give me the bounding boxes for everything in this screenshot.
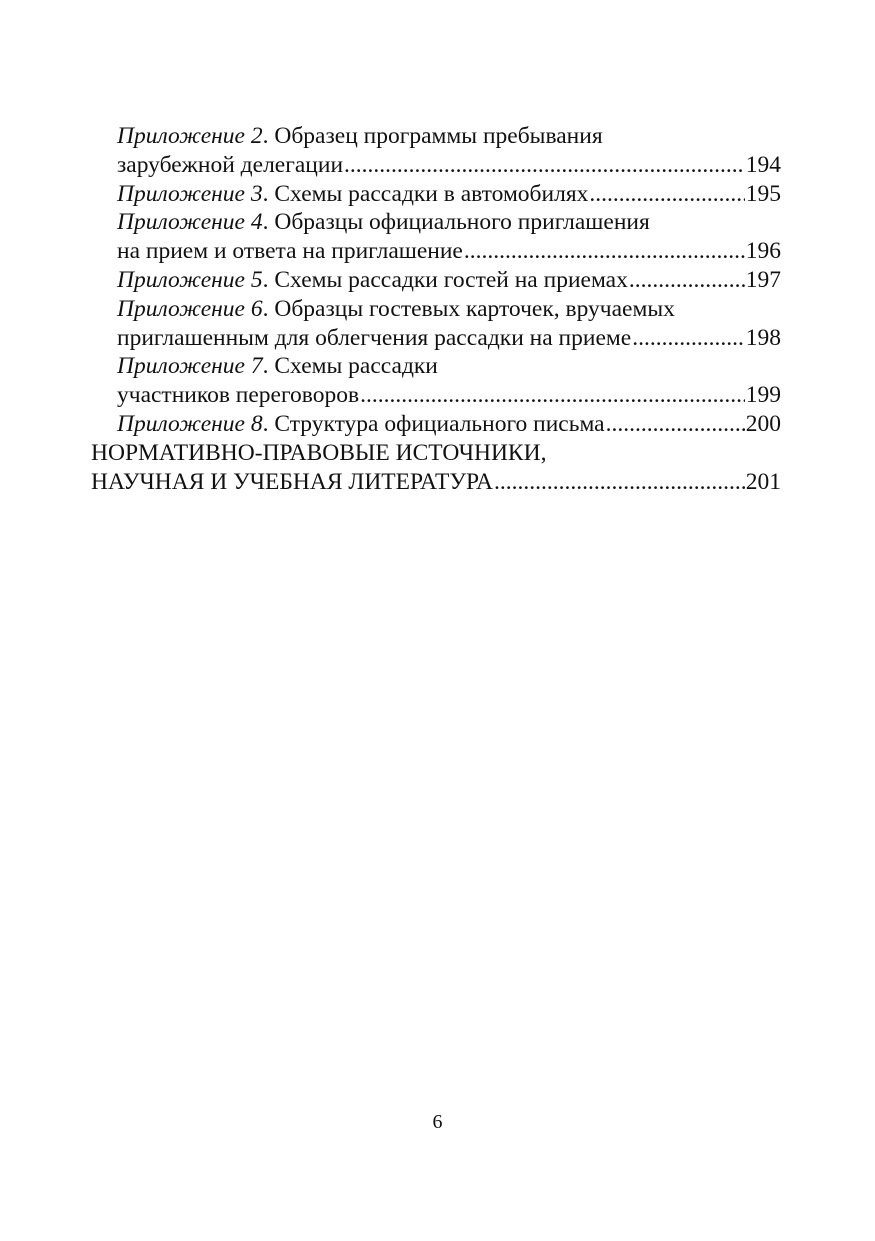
toc-entry-line	[91, 180, 781, 209]
toc-entry-page: 200	[745, 410, 781, 437]
toc-entry-line	[91, 410, 781, 439]
page-number: 6	[432, 1111, 443, 1133]
dot-leader	[494, 468, 745, 497]
table-of-contents	[91, 122, 781, 496]
toc-entry-appendix-2[interactable]	[91, 122, 781, 180]
toc-entry-title: . Структура официального письма	[262, 410, 605, 437]
toc-entry-label: Приложение 4	[117, 209, 263, 236]
toc-entry-page: 201	[745, 468, 781, 495]
toc-entry-label: Приложение 5	[117, 266, 263, 293]
toc-entry-appendix-7[interactable]	[91, 352, 781, 410]
toc-entry-label: Приложение 8	[117, 410, 263, 437]
toc-entry-appendix-5[interactable]	[91, 266, 781, 295]
dot-leader	[629, 266, 745, 295]
toc-entry-literature[interactable]	[91, 439, 781, 497]
toc-entry-label: Приложение 3	[117, 180, 263, 207]
dot-leader	[632, 324, 745, 353]
toc-entry-page: 199	[745, 382, 781, 409]
toc-entry-appendix-8[interactable]	[91, 410, 781, 439]
dot-leader	[464, 237, 745, 266]
toc-entry-line	[91, 468, 781, 497]
toc-entry-appendix-4[interactable]	[91, 208, 781, 266]
toc-entry-title: . Схемы рассадки в автомобилях	[262, 180, 589, 207]
toc-section-title: НОРМАТИВНО-ПРАВОВЫЕ ИСТОЧНИКИ,	[91, 439, 547, 466]
toc-entry-appendix-3[interactable]	[91, 180, 781, 209]
toc-entry-title-continuation: приглашенным для облегчения рассадки на приеме	[117, 324, 632, 351]
toc-entry-page: 198	[745, 324, 781, 351]
toc-entry-appendix-6[interactable]	[91, 295, 781, 353]
toc-entry-page: 197	[745, 266, 781, 293]
toc-entry-line	[91, 208, 781, 237]
toc-entry-title: . Образцы гостевых карточек, вручаемых	[262, 295, 675, 322]
toc-entry-line	[91, 324, 781, 353]
toc-entry-line	[91, 122, 781, 151]
toc-entry-line	[91, 295, 781, 324]
toc-entry-title: . Образцы официального приглашения	[262, 209, 650, 236]
toc-entry-page: 194	[745, 151, 781, 178]
toc-entry-line	[91, 439, 781, 468]
toc-entry-line	[91, 237, 781, 266]
toc-entry-title: . Схемы рассадки гостей на приемах	[262, 266, 628, 293]
toc-entry-title-continuation: на прием и ответа на приглашение	[117, 238, 463, 265]
toc-entry-line	[91, 381, 781, 410]
toc-entry-label: Приложение 6	[117, 295, 263, 322]
dot-leader	[360, 381, 745, 410]
toc-entry-page: 195	[745, 180, 781, 207]
dot-leader	[606, 410, 745, 439]
toc-entry-title-continuation: участников переговоров	[117, 382, 360, 409]
toc-entry-label: Приложение 2	[117, 123, 263, 149]
toc-entry-line	[91, 352, 781, 381]
toc-section-title-continuation: НАУЧНАЯ И УЧЕБНАЯ ЛИТЕРАТУРА	[91, 468, 493, 495]
toc-entry-line	[91, 266, 781, 295]
toc-entry-page: 196	[745, 238, 781, 265]
toc-entry-title: . Схемы рассадки	[262, 353, 438, 380]
toc-entry-title: . Образец программы пребывания	[262, 123, 603, 149]
toc-entry-label: Приложение 7	[117, 353, 263, 380]
toc-entry-title-continuation: зарубежной делегации	[117, 151, 344, 178]
dot-leader	[344, 151, 745, 180]
toc-entry-line	[91, 151, 781, 180]
dot-leader	[589, 180, 744, 209]
